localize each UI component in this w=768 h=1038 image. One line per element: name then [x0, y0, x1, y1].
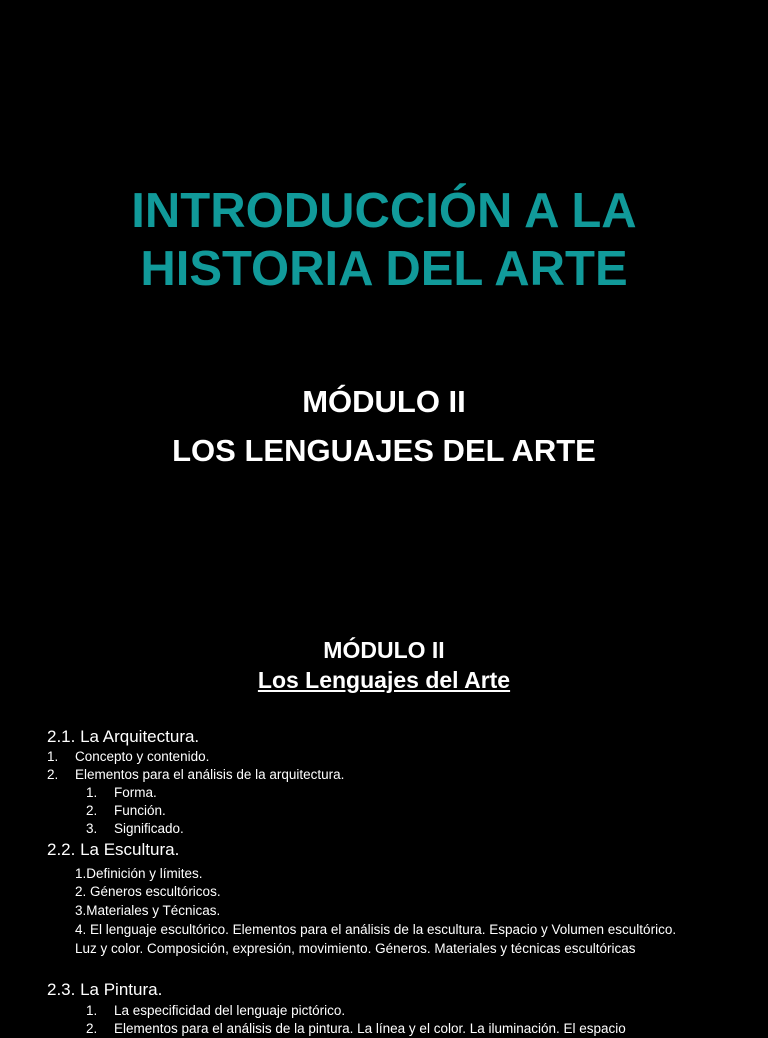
outline-title: Los Lenguajes del Arte: [257, 667, 511, 693]
section-heading-escultura: 2.2. La Escultura.: [47, 840, 180, 859]
course-title: [0, 182, 768, 298]
sublist-number: 3.: [86, 821, 98, 836]
sublist-item: Función.: [114, 803, 166, 818]
sublist-item: Forma.: [114, 785, 157, 800]
sublist-number: 1.: [86, 785, 98, 800]
list-item: 1.Definición y límites.: [75, 866, 203, 881]
module-subtitle: LOS LENGUAJES DEL ARTE: [172, 433, 596, 468]
sublist-item: Significado.: [114, 821, 184, 836]
course-title-line-1: INTRODUCCIÓN A LA: [131, 184, 637, 238]
sublist-number: 2.: [86, 803, 98, 818]
section-heading-arquitectura: 2.1. La Arquitectura.: [47, 727, 200, 746]
section-heading-pintura: 2.3. La Pintura.: [47, 980, 163, 999]
list-item: Elementos para el análisis de la arquitectura.: [75, 767, 345, 782]
list-number: 1.: [47, 749, 59, 764]
list-item-paragraph: 4. El lenguaje escultórico. Elementos para el análisis de la escultura. Espacio y Volumen escultórico. Luz y color. Composición, expresión, movimiento. Géneros. Materiales y técnicas escultóricas: [75, 922, 677, 956]
course-title-line-2: HISTORIA DEL ARTE: [140, 242, 628, 296]
sublist-item: Elementos para el análisis de la pintura. La línea y el color. La iluminación. El espacio: [114, 1021, 626, 1036]
sublist-number: 1.: [86, 1003, 98, 1018]
outline-module-label: MÓDULO II: [323, 637, 445, 663]
sublist-number: 2.: [86, 1021, 98, 1036]
list-item: 2. Géneros escultóricos.: [75, 884, 221, 899]
list-item: 3.Materiales y Técnicas.: [75, 903, 221, 918]
list-number: 2.: [47, 767, 59, 782]
module-label: MÓDULO II: [302, 384, 466, 419]
outline-slide: [0, 600, 768, 1036]
list-item: Concepto y contenido.: [75, 749, 210, 764]
sublist-item: La especificidad del lenguaje pictórico.: [114, 1003, 346, 1018]
